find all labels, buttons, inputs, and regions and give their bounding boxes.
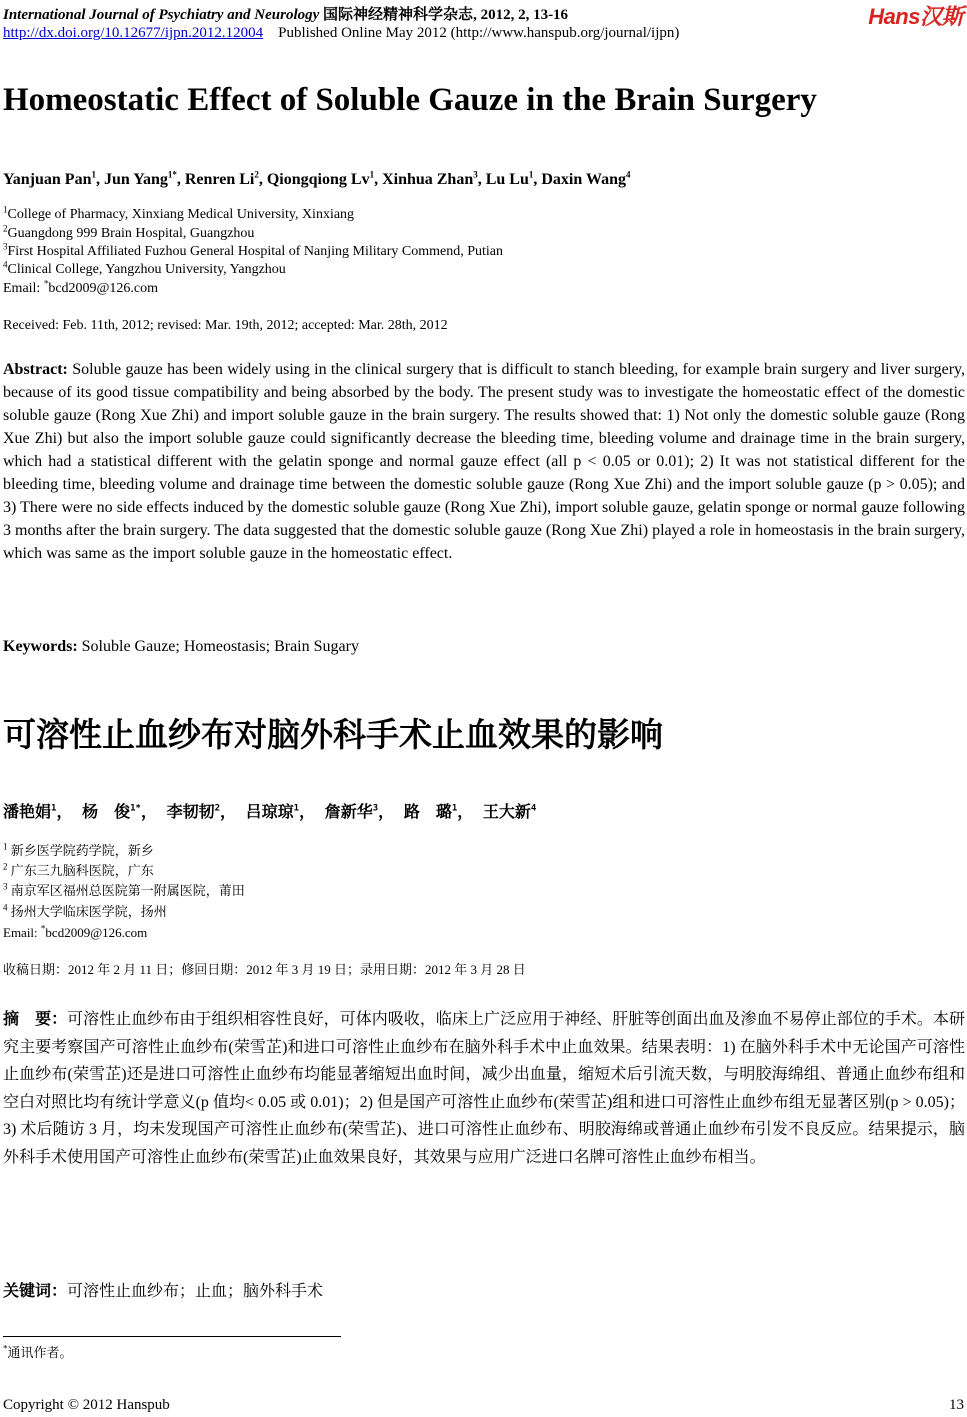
affil-text: First Hospital Affiliated Fuzhou General Hospital of Nanjing Military Commend, Putian [7,244,504,259]
keywords-text: 可溶性止血纱布；止血；脑外科手术 [67,1283,324,1300]
email-label: Email: [3,925,41,940]
author: 李韧韧 [166,802,215,821]
affil-sup: 1 [3,204,8,215]
author-sup: 2 [254,169,259,180]
email-cn [3,922,147,943]
author-sup: 1 [528,169,534,180]
author: 詹新华 [324,802,373,821]
email-address: bcd2009@126.com [48,281,159,296]
author: Daxin Wang [541,171,626,188]
affil-sup: 4 [3,259,8,270]
affil-text: 广东三九脑科医院，广东 [10,863,154,878]
affil-text: Clinical College, Yangzhou University, Yangzhou [7,262,286,277]
author-sup: 3 [473,169,478,180]
abstract-text: Soluble gauze has been widely using in the clinical surgery that is difficult to stanch bleeding, for example brain surgery and liver surgery, because of its good tissue compatibility and being absorbed by the body. The present study was to investigate the homeostatic effect of the domestic soluble gauze (Rong Xue Zhi) and import soluble gauze in the brain surgery. The results showed that: 1) Not only the domestic soluble gauze (Rong Xue Zhi) but also the import soluble gauze could significantly decrease the bleeding time, bleeding volume and drainage time in the brain surgery, which had a statistical different with the gelatin sponge and normal gauze effect (all p < 0.05 or 0.01); 2) It was not statistical different for the bleeding time, bleeding volume and drainage time between the domestic soluble gauze (Rong Xue Zhi) and the import soluble gauze (p > 0.05); and 3) There were no side effects induced by the domestic soluble gauze (Rong Xue Zhi), import soluble gauze, gelatin sponge or normal gauze following 3 months after the brain surgery. The data suggested that the domestic soluble gauze (Rong Xue Zhi) played a role in homeostasis in the brain surgery, which was same as the import soluble gauze in the homeostatic effect. [3,361,966,562]
keywords-label: Keywords: [3,638,78,655]
author: Renren Li [184,171,255,188]
footnote-text: 通讯作者。 [7,1345,73,1360]
email-sup: * [40,923,46,934]
author: Yanjuan Pan [3,171,92,188]
author-sup: 1 [91,169,96,180]
author: Xinhua Zhan [382,171,474,188]
affiliation-en [3,243,503,261]
footnote-mark: * [3,1343,8,1354]
affil-text: 南京军区福州总医院第一附属医院，莆田 [10,883,245,898]
paper-title-cn: 可溶性止血纱布对脑外科手术止血效果的影响 [3,715,663,754]
abstract-en [3,358,965,565]
affil-sup: 1 [3,841,8,852]
email-address: bcd2009@126.com [45,925,148,940]
author-sup: 1 [451,803,458,814]
affil-sup: 2 [3,223,8,234]
author-list-cn: 潘艳娟$^1$， 杨 俊$^{1*}$， 李韧韧$^2$， 吕琼琼$^1$， 詹新华$^3$， 路 璐$^1$， 王大新$^4$ [3,802,537,821]
author-sup: 1 [293,803,300,814]
affil-text: 新乡医学院药学院，新乡 [10,843,154,858]
author: Jun Yang [103,171,168,188]
affiliation-cn [3,840,154,861]
author: 潘艳娟 [3,802,52,821]
paper-title-en: Homeostatic Effect of Soluble Gauze in the Brain Surgery [3,82,817,118]
email-sup: * [43,278,49,289]
affil-sup: 2 [3,861,8,872]
affil-text: 扬州大学临床医学院，扬州 [10,904,167,919]
author-list-en: Yanjuan Pan$^1$, Jun Yang$^{1*}$, Renren Li$^2$, Qiongqiong Lv$^1$, Xinhua Zhan$^3$, Lu Lu$^1$, Daxin Wang$^4$ [3,169,631,188]
footnote [3,1342,73,1361]
received-dates-cn: 收稿日期：2012 年 2 月 11 日；修回日期：2012 年 3 月 19 日；录用日期：2012 年 3 月 28 日 [3,962,526,977]
author-sup: 2 [214,803,221,814]
author-sup: 4 [530,803,537,814]
abstract-text: 可溶性止血纱布由于组织相容性良好，可体内吸收，临床上广泛应用于神经、肝脏等创面出血及渗血不易停止部位的手术。本研究主要考察国产可溶性止血纱布(荣雪芷)和进口可溶性止血纱布在脑外科手术中止血效果。结果表明：1) 在脑外科手术中无论国产可溶性止血纱布(荣雪芷)还是进口可溶性止血纱布均能显著缩短出血时间，减少出血量，缩短术后引流天数，与明胶海绵组、普通止血纱布组和空白对照比均有统计学意义(p 值均< 0.05 或 0.01)；2) 但是国产可溶性止血纱布(荣雪芷)组和进口可溶性止血纱布组无显著区别(p > 0.05)；3) 术后随访 3 月，均未发现国产可溶性止血纱布(荣雪芷)、进口可溶性止血纱布、明胶海绵或普通止血纱布引发不良反应。结果提示，脑外科手术使用国产可溶性止血纱布(荣雪芷)止血效果良好，其效果与应用广泛进口名牌可溶性止血纱布相当。 [3,1011,965,1166]
author-sup: 3 [372,803,379,814]
email-en [3,280,158,298]
abstract-cn [3,1006,965,1171]
keywords-text: Soluble Gauze; Homeostasis; Brain Sugary [81,638,359,655]
publisher-logo: Hans汉斯 [868,4,963,29]
author: 王大新 [482,802,531,821]
author: 杨 俊 [82,802,131,821]
affiliation-en [3,225,254,243]
affil-sup: 4 [3,902,8,913]
journal-name-cn: 国际神经精神科学杂志 [323,7,474,23]
keywords-cn [3,1278,965,1306]
journal-header [3,3,568,24]
keywords-label: 关键词： [3,1283,68,1300]
affiliation-en [3,206,354,224]
keywords-en [3,635,965,658]
abstract-label: 摘 要： [3,1011,68,1028]
affil-sup: 3 [3,241,8,252]
affil-text: Guangdong 999 Brain Hospital, Guangzhou [7,226,255,241]
doi-link[interactable]: http://dx.doi.org/10.12677/ijpn.2012.12004 [3,25,264,41]
author-sup: 4 [626,169,631,180]
affiliation-cn [3,880,245,901]
affiliation-cn [3,901,167,922]
author-sup: 1* [130,803,141,814]
copyright: Copyright © 2012 Hanspub [3,1397,170,1413]
abstract-label: Abstract: [3,361,68,378]
author: Qiongqiong Lv [266,171,370,188]
footnote-divider [3,1336,341,1337]
journal-issue: , 2012, 2, 13-16 [473,7,569,23]
author-sup: 1 [51,803,57,814]
affil-text: College of Pharmacy, Xinxiang Medical University, Xinxiang [7,207,355,222]
affiliation-cn [3,860,154,881]
author: 路 璐 [403,802,452,821]
affil-sup: 3 [3,881,8,892]
author: 吕琼琼 [245,802,294,821]
journal-name-en: International Journal of Psychiatry and Neurology [3,7,320,23]
author: Lu Lu [485,171,529,188]
published-online: Published Online May 2012 (http://www.hanspub.org/journal/ijpn) [278,25,680,41]
received-dates-en: Received: Feb. 11th, 2012; revised: Mar. 19th, 2012; accepted: Mar. 28th, 2012 [3,318,448,333]
doi-line [3,25,679,42]
author-sup: 1 [369,169,375,180]
email-label: Email: [3,281,44,296]
page-number: 13 [949,1397,964,1413]
author-sup: 1* [167,169,177,180]
affiliation-en [3,261,286,279]
